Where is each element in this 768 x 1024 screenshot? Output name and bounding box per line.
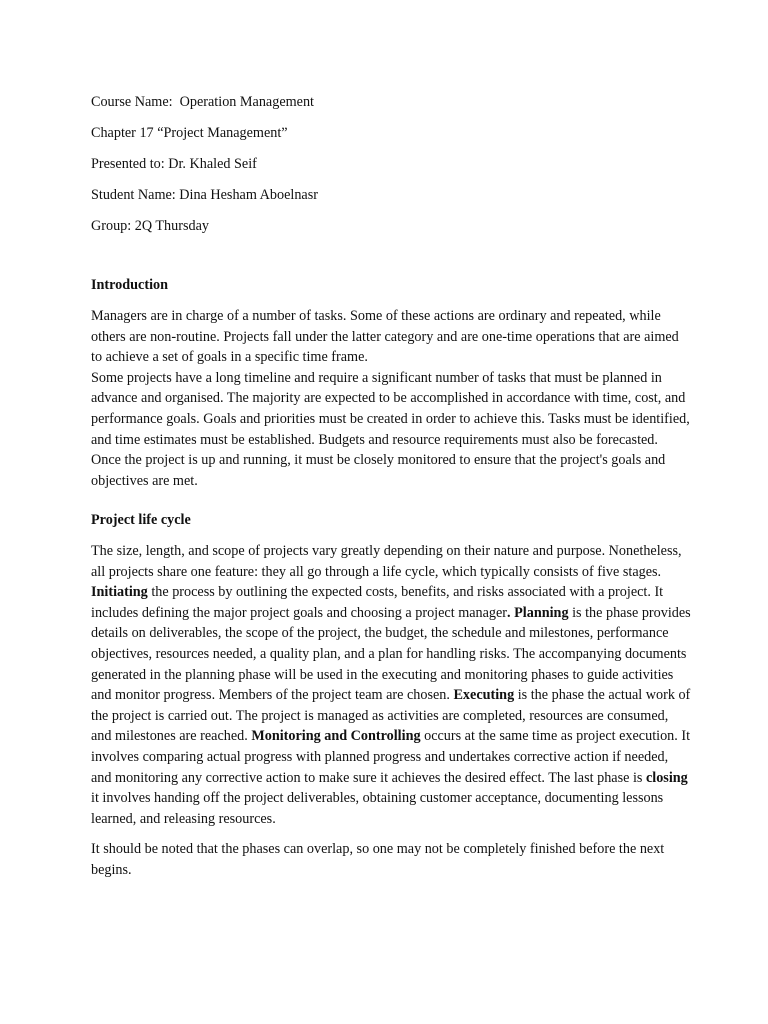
introduction-paragraph-1: Managers are in charge of a number of tasks. Some of these actions are ordinary and repeated, while others are non-routine. Projects fall under the latter category and are one-time operations that are aimed to achieve a set of goals in a specific time frame.: [91, 308, 679, 366]
monitoring-controlling-term: Monitoring and Controlling: [251, 728, 421, 745]
life-cycle-paragraph-2: It should be noted that the phases can overlap, so one may not be completely finished before the next begins.: [91, 841, 665, 878]
introduction-paragraph-2: Some projects have a long timeline and require a significant number of tasks that must be planned in advance and organised. The majority are expected to be accomplished in accordance with time, cost, and performance goals. Goals and priorities must be created in order to achieve this. Tasks must be identified, and time estimates must be established. Budgets and resource requirements must also be forecasted. Once the project is up and running, it must be closely monitored to ensure that the project's goals and objectives are met.: [91, 369, 690, 489]
life-cycle-text-2: the process by outlining the expected costs, benefits, and risks associated with a project. It includes defining the major project goals and choosing a project manager: [91, 584, 664, 621]
life-cycle-heading: Project life cycle: [91, 512, 191, 529]
life-cycle-text-4: is the phase the actual work of the project is carried out. The project is managed as activities are completed, resources are consumed, and milestones are reached.: [91, 687, 691, 745]
initiating-term: Initiating: [91, 584, 148, 601]
course-name: Course Name: Operation Management: [91, 94, 314, 110]
introduction-heading: Introduction: [91, 277, 168, 294]
group: Group: 2Q Thursday: [91, 218, 209, 235]
chapter-title: Chapter 17 “Project Management”: [91, 125, 288, 142]
presented-to: Presented to: Dr. Khaled Seif: [91, 156, 257, 173]
life-cycle-text-3: is the phase provides details on deliverables, the scope of the project, the budget, the schedule and milestones, performance objectives, resources needed, a quality plan, and a plan for handling risks. The accompanying documents generated in the planning phase will be used in the executing and monitoring phases to guide activities and monitor progress. Members of the project team are chosen.: [91, 604, 691, 704]
life-cycle-paragraph-1: [91, 541, 691, 829]
closing-term: closing: [645, 769, 688, 786]
life-cycle-text-6: it involves handing off the project deliverables, obtaining customer acceptance, documenting lessons learned, and releasing resources.: [91, 790, 664, 827]
executing-term: Executing: [453, 687, 515, 704]
planning-term: . Planning: [507, 604, 569, 621]
life-cycle-text-1: The size, length, and scope of projects vary greatly depending on their nature and purpose. Nonetheless, all projects share one feature: they all go through a life cycle, which typically consists of five stages.: [91, 543, 682, 580]
student-name: Student Name: Dina Hesham Aboelnasr: [91, 187, 318, 204]
document-page: [91, 92, 691, 881]
life-cycle-text-5: occurs at the same time as project execution. It involves comparing actual progress with planned progress and undertakes corrective action if needed, and monitoring any corrective action to make sure it achieves the desired effect. The last phase is: [91, 728, 691, 786]
